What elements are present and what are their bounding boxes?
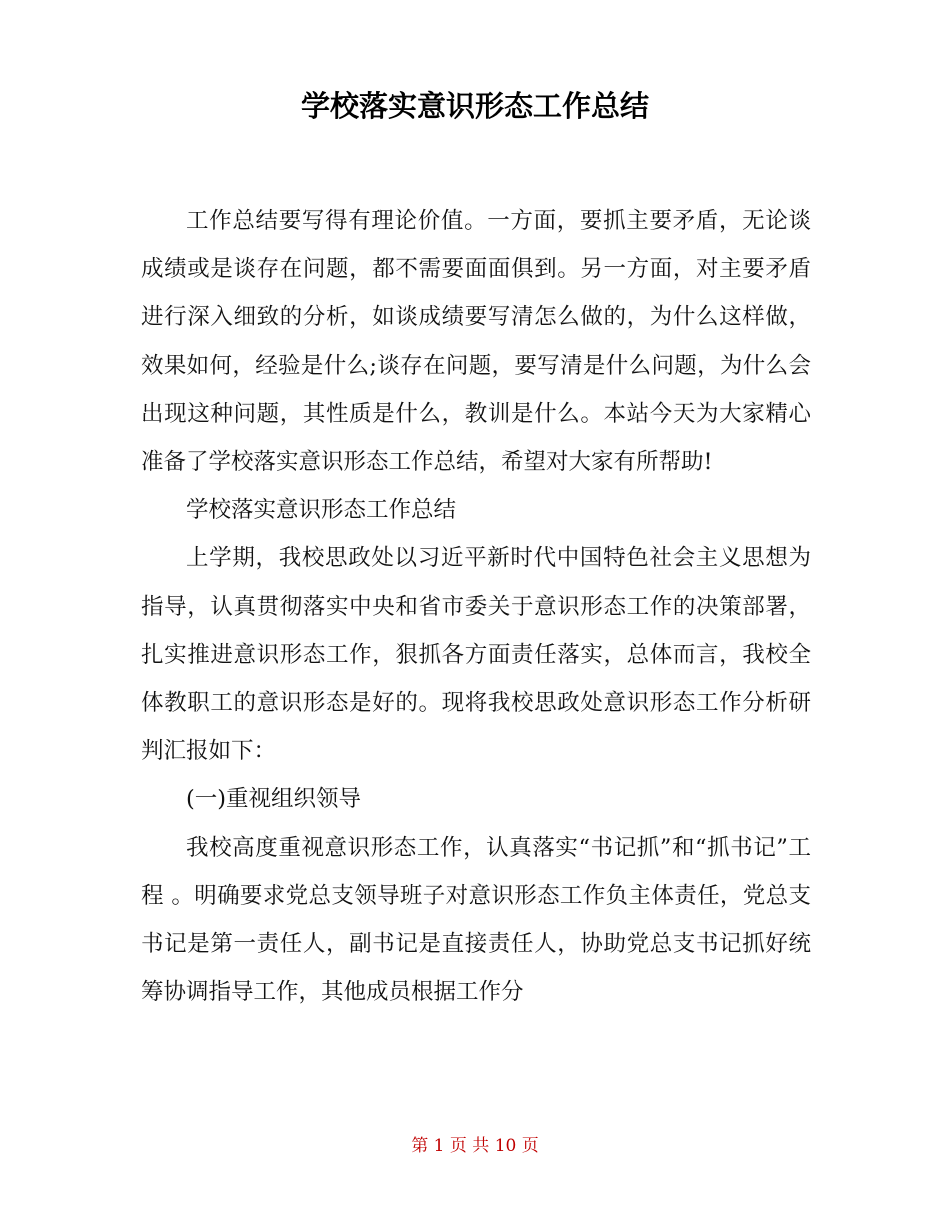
document-body [141,197,811,1016]
subsection-heading: (一)重视组织领导 [186,786,362,813]
page-number-footer: 第 1 页 共 10 页 [411,1136,539,1156]
section-heading: 学校落实意识形态工作总结 [186,497,457,524]
leadership-paragraph: 我校高度重视意识形态工作，认真落实“书记抓”和“抓书记”工程 。明确要求党总支领导班子对意识形态工作负主体责任，党总支书记是第一责任人，副书记是直接责任人，协助党总支书记抓好统筹协调指导工作，其他成员根据工作分 [141,834,811,1006]
intro-paragraph: 工作总结要写得有理论价值。一方面，要抓主要矛盾，无论谈成绩或是谈存在问题，都不需要面面俱到。另一方面，对主要矛盾进行深入细致的分析，如谈成绩要写清怎么做的，为什么这样做，效果如何，经验是什么;谈存在问题，要写清是什么问题，为什么会出现这种问题，其性质是什么，教训是什么。本站今天为大家精心准备了学校落实意识形态工作总结，希望对大家有所帮助! [141,208,811,476]
summary-paragraph: 上学期，我校思政处以习近平新时代中国特色社会主义思想为指导，认真贯彻落实中央和省市委关于意识形态工作的决策部署，扎实推进意识形态工作，狠抓各方面责任落实，总体而言，我校全体教职工的意识形态是好的。现将我校思政处意识形态工作分析研判汇报如下： [141,545,811,765]
page-title: 学校落实意识形态工作总结 [300,89,649,123]
